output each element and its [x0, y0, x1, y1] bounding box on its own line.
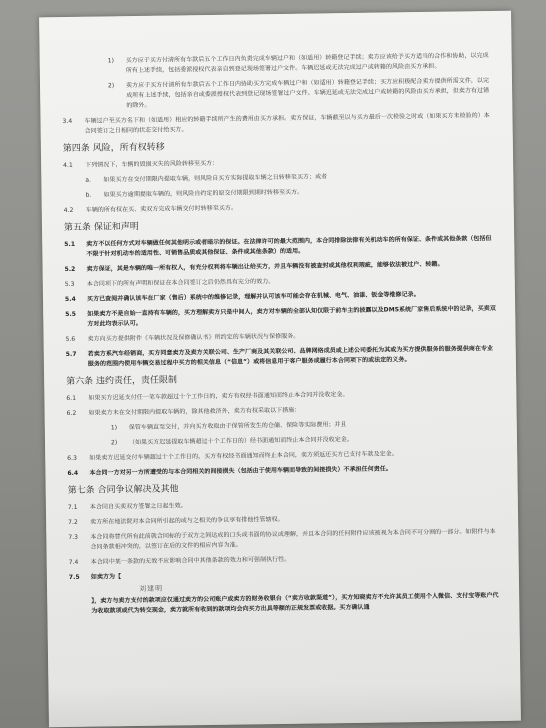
clause-text: 本合同项下的所有声明和保证在本合同签订之后仍然具有充分的效力。: [86, 278, 275, 288]
section-heading: 第六条 违约责任，责任限制: [66, 375, 178, 387]
clause-p56: [66, 329, 498, 345]
clause-p76: [69, 591, 501, 617]
clause-number: 1): [110, 424, 118, 432]
clause-text: 如果买方逾期提取车辆的，则风险自约定的原交付期限到期时转移至买方。: [103, 188, 304, 199]
clause-text: 如果卖方不是自始一直持有车辆的，买方理解卖方只是中间人，卖方对车辆的全部认知仅限于前车主的披露以及DMS系统厂家售后系统中的记录，买卖双方对此均表示认可。: [87, 304, 496, 328]
clause-p622: [67, 433, 499, 449]
section-heading: 第五条 保证和声明: [63, 221, 139, 234]
clause-number: 5.6: [65, 335, 76, 343]
clause-number: 2): [107, 82, 115, 90]
clause-number: 5.5: [65, 310, 77, 318]
clause-text: 卖方应于买方付清所有车款后五个工作日内协助买方完成车辆过户和（如适用）转籍登记手续；买方应积极配合卖方提供所需文件，以完成所有上述手续，包括亲自或委派授权代表到登记现场签署过户文件。车辆迟延或无法完成过户或转籍的风险由买方承担，但卖方有过错的除外。: [125, 77, 490, 110]
handwritten-name-text: 刘建明: [139, 584, 164, 593]
clause-p57: [66, 344, 498, 370]
page-shadow: [48, 681, 521, 728]
clause-text: 本合同将替代所有此前就合同标的于双方之间达成的口头或书面的协议或理解，并且本合同的任何附件应该被视为本合同不可分割的一部分。如附件与本合同条款相冲突的，以签订在后的文件的相应内容为准。: [90, 528, 496, 551]
clause-text: 如果卖方未在交付期限内提取车辆的，除其他救济外，卖方有权采取以下措施：: [88, 406, 301, 417]
clause-p621: [67, 418, 499, 434]
clause-p41a: [63, 170, 495, 186]
clause-p34: [62, 111, 494, 137]
clause-text: 买方已查阅并确认该车在厂家（售后）系统中的维修记录，理解并认可该车可能会存在机械、电气、油漆、钣金等维修记录。: [86, 291, 420, 303]
clause-text: 卖方保证，其是车辆的唯一所有权人，有充分权利将车辆出让给买方，并且车辆没有被查封或其他权利瑕疵，能够依法被过户、转籍。: [86, 260, 444, 273]
clause-number: 5.4: [64, 295, 76, 303]
clause-text: 本合同自买卖双方签署之日起生效。: [89, 502, 187, 511]
clause-p61: [66, 388, 498, 404]
clause-number: 4.1: [63, 161, 73, 170]
clause-p41b: [63, 185, 495, 201]
clause-number: a.: [85, 176, 92, 184]
clause-number: b.: [85, 191, 92, 199]
clause-p41: [63, 155, 495, 171]
clause-number: 7.1: [67, 503, 78, 511]
clause-number: 7.3: [68, 533, 79, 541]
clause-text: 车辆的所有权在买、卖双方完成车辆交付时转移至买方。: [85, 204, 238, 214]
clause-text: 保管车辆直至交付，并向买方收取由于保管所发生的仓储、保险等实际费用；并且: [128, 421, 347, 432]
clause-number: 5.3: [64, 280, 75, 288]
clause-number: 5.2: [64, 265, 76, 273]
section-heading: 第四条 风险，所有权转移: [62, 142, 165, 155]
clause-text: 下列情况下，车辆的毁损灭失的风险转移至买方：: [85, 159, 219, 169]
clause-p42: [64, 200, 496, 216]
clause-text: 如卖方为【: [90, 573, 122, 581]
clause-number: 7.2: [68, 518, 78, 526]
clause-text: 如果买方在交付期限内提取车辆，则风险自买方实际提取车辆之日转移至买方；或者: [103, 173, 328, 184]
clause-p73: [68, 527, 500, 553]
clause-number: 6.2: [66, 409, 77, 417]
clause-number: 7.5: [68, 573, 80, 581]
clause-number: 2): [110, 439, 118, 447]
clause-p71: [68, 497, 500, 513]
clause-text: 买方应于买方付清所有车款后五个工作日内负责完成车辆过户和（如适用）转籍登记手续；卖方应该给予买方适当的合作和协助，以完成所有上述手续，包括委派授权代表亲自到登记现场签署过户文件。车辆迟延或无法完成过户或转籍的风险由买方承担。: [125, 52, 489, 75]
clause-number: 6.1: [66, 394, 77, 402]
clause-text: 若卖方系汽车经销商，买方同意卖方及卖方关联公司、生产厂商及其关联公司、品牌网络成员或上述公司委托为其或为买方提供服务的服务提供商在专业服务的范围内使用车辆交易过程中买方的相关信息（“信息”）或将信息用于客户服务或履行本合同项下的或法定的义务。: [87, 345, 494, 368]
clause-p54: [65, 289, 497, 305]
clause-p53: [65, 274, 497, 290]
clause-text: 卖方不以任何方式对车辆做任何其他明示或者暗示的保证。在法律许可的最大范围内，本合同排除法律有关机动车的所有保证、条件或其他条款（包括但不限于针对机动车的适用性、可销售品质或其他保证、条件或其他条款）的适用。: [86, 235, 492, 258]
clause-number: 1): [107, 57, 114, 65]
clause-text: 本合同一方对另一方所遭受的与本合同相关的间接损失（包括由于使用车辆而导致的间接损失）不承担任何责任。: [89, 465, 392, 477]
clause-p55: [65, 304, 497, 330]
clause-text: 本合同中某一条款的无效不应影响合同中其他条款的效力和可强制执行性。: [90, 555, 291, 566]
clause-text: 如果卖方迟延交付车辆超过十个工作日的，买方有权经书面通知而终止本合同，卖方须返还买方已支付车款及定金。: [89, 450, 398, 462]
clause-p64: [67, 463, 499, 479]
clause-text: 车辆过户至买方名下和（如适用）相应的转籍手续所产生的费用由买方承担。卖方保证，车辆截至以与买方最后一次检验之时或（如果买方未检验的）本合同签订之日相同的状态交付给买方。: [84, 112, 490, 135]
clause-number: 5.7: [65, 350, 77, 358]
clause-number: 7.4: [68, 558, 79, 566]
contract-body: [62, 51, 502, 622]
clause-p74: [69, 552, 501, 568]
clause-text: 卖方向买方提供附件《车辆状况及保修确认书》所约定的车辆状况与保修服务。: [87, 332, 300, 343]
clause-p52: [65, 259, 497, 275]
clause-number: 6.4: [67, 469, 79, 477]
clause-p62: [67, 403, 499, 419]
clause-p51: [64, 234, 496, 260]
clause-text: 】，卖方与卖方支付的款项应仅通过卖方的公司账户或卖方的财务收银台（“卖方收款渠道”），买方知晓卖方不允许其员工使用个人微信、支付宝等账户代为收取款项或代为转交现金，卖方就所有收到的款项均会向买方出具等额的正规发票或收据。买方确认通: [91, 591, 499, 615]
clause-number: 3.4: [62, 117, 73, 126]
clause-text: 如果买方迟延支付任一笔车款超过十个工作日的，卖方有权经书面通知而终止本合同并没收定金。: [88, 391, 349, 402]
clause-p2: [62, 76, 494, 112]
clause-text: 卖方所在地法院对本合同所引起的或与之相关的争议享有排他性管辖权。: [90, 515, 284, 526]
clause-number: 4.2: [63, 206, 74, 215]
clause-p72: [68, 512, 500, 528]
clause-p63: [67, 448, 499, 464]
clause-number: 6.3: [67, 454, 77, 462]
section-heading: 第七条 合同争议解决及其他: [67, 484, 179, 496]
clause-p1: [62, 51, 494, 77]
clause-number: 5.1: [64, 240, 76, 248]
contract-page: [39, 11, 521, 728]
clause-text: （如果买方迟延提取车辆超过十个工作日的）经书面通知而终止本合同并没收定金。: [128, 435, 353, 447]
